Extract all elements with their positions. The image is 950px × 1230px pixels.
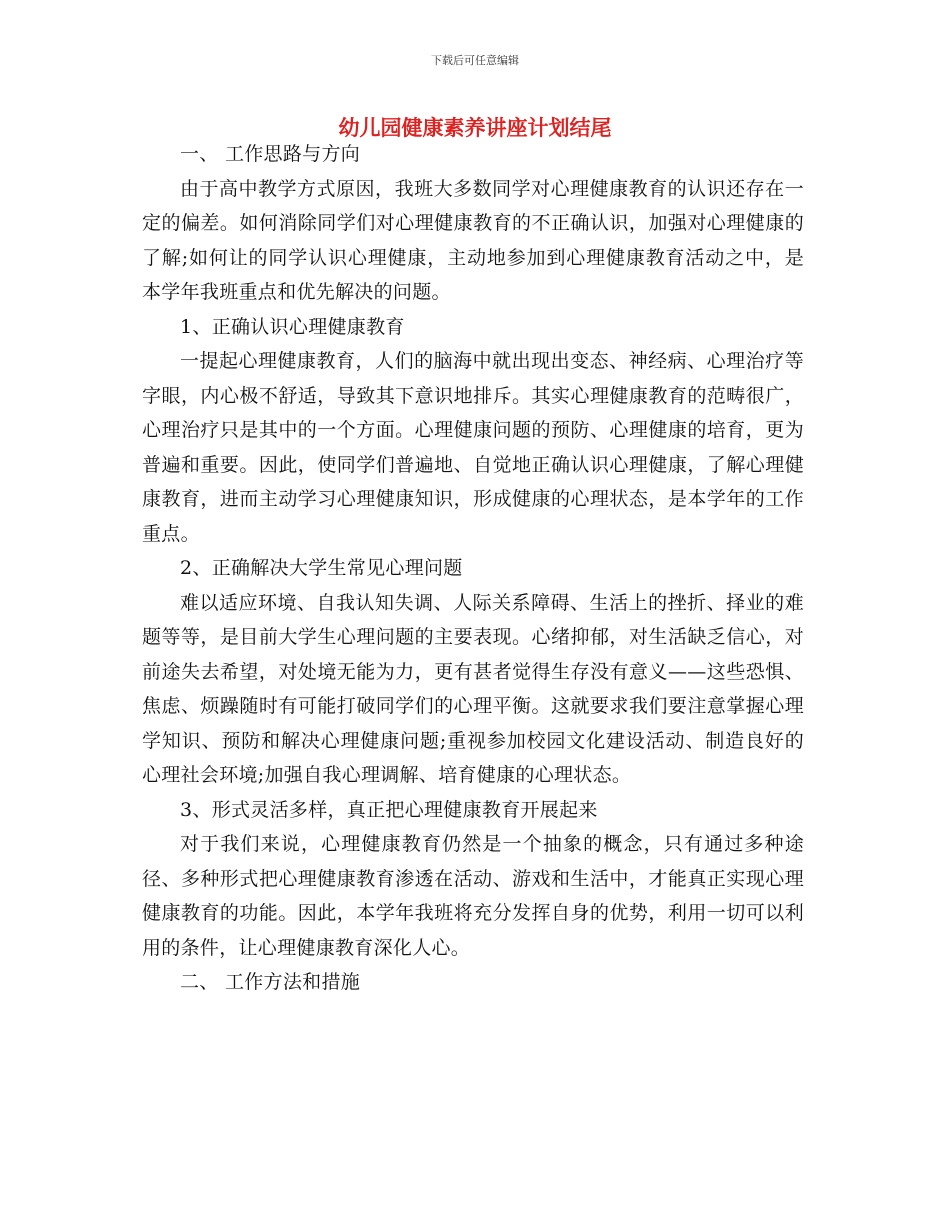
subsection-paragraph-3: 对于我们来说，心理健康教育仍然是一个抽象的概念，只有通过多种途径、多种形式把心理健康教育渗透在活动、游戏和生活中，才能真正实现心理健康教育的功能。因此，本学年我班将充分发挥自身的优势，利用一切可以利用的条件，让心理健康教育深化人心。 — [142, 833, 804, 959]
subsection-paragraph-2: 难以适应环境、自我认知失调、人际关系障碍、生活上的挫折、择业的难题等等，是目前大学生心理问题的主要表现。心绪抑郁，对生活缺乏信心，对前途失去希望，对处境无能为力，更有甚者觉得生存没有意义——这些恐惧、焦虑、烦躁随时有可能打破同学们的心理平衡。这就要求我们要注意掌握心理学知识、预防和解决心理健康问题;重视参加校园文化建设活动、制造良好的心理社会环境;加强自我心理调解、培育健康的心理状态。 — [142, 591, 804, 786]
subsection-heading-3: 3、形式灵活多样，真正把心理健康教育开展起来 — [180, 798, 598, 821]
section-paragraph-1: 由于高中教学方式原因，我班大多数同学对心理健康教育的认识还存在一定的偏差。如何消除同学们对心理健康教育的不正确认识，加强对心理健康的了解;如何让的同学认识心理健康，主动地参加到心理健康教育活动之中，是本学年我班重点和优先解决的问题。 — [142, 177, 804, 303]
section-heading-1: 一、 工作思路与方向 — [180, 143, 361, 165]
page-header-note: 下载后可任意编辑 — [431, 54, 519, 67]
subsection-heading-1: 1、正确认识心理健康教育 — [180, 315, 405, 338]
document-title: 幼儿园健康素养讲座计划结尾 — [338, 116, 612, 140]
subsection-paragraph-1: 一提起心理健康教育，人们的脑海中就出现出变态、神经病、心理治疗等字眼，内心极不舒适，导致其下意识地排斥。其实心理健康教育的范畴很广，心理治疗只是其中的一个方面。心理健康问题的预防、心理健康的培育，更为普遍和重要。因此，使同学们普遍地、自觉地正确认识心理健康，了解心理健康教育，进而主动学习心理健康知识，形成健康的心理状态，是本学年的工作重点。 — [142, 350, 804, 545]
document-body — [142, 137, 804, 1000]
subsection-heading-2: 2、正确解决大学生常见心理问题 — [180, 557, 463, 579]
section-heading-2: 二、 工作方法和措施 — [180, 971, 361, 993]
